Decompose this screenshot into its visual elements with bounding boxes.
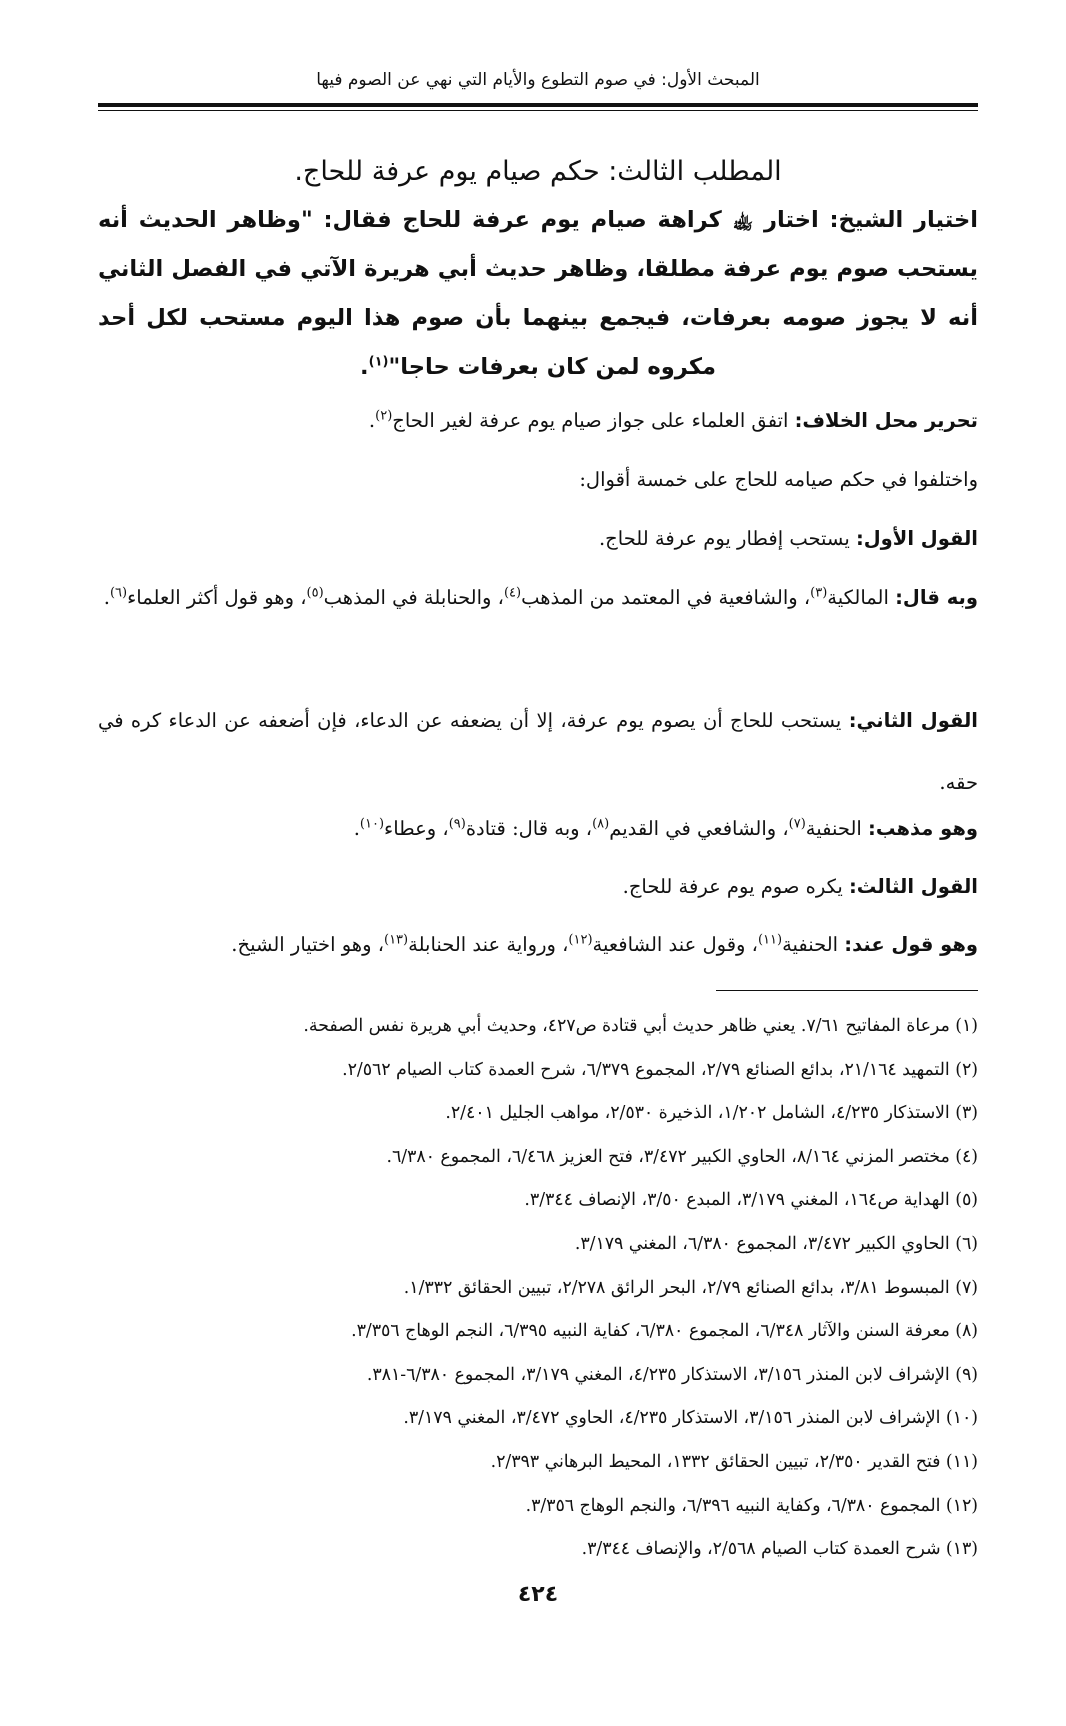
paragraph-lead: تحرير محل الخلاف:	[794, 409, 978, 432]
footnote-ref: (٦)	[109, 585, 128, 601]
footnote-item: (٣) الاستذكار ٤/٢٣٥، الشامل ١/٢٠٢، الذخيرة ٢/٥٣٠، مواهب الجليل ٢/٤٠١.	[445, 1103, 978, 1124]
running-header: المبحث الأول: في صوم التطوع والأيام التي نهي عن الصوم فيها	[316, 70, 760, 90]
footnote-item: (١٢) المجموع ٦/٣٨٠، وكفاية النبيه ٦/٣٩٦، والنجم الوهاج ٣/٣٥٦.	[525, 1495, 978, 1516]
paragraph-text: ، وهو قول أكثر العلماء	[127, 586, 307, 609]
second-opinion-paragraph	[98, 690, 978, 814]
paragraph-text: ، وعطاء	[384, 817, 449, 840]
footnote-item: (٧) المبسوط ٣/٨١، بدائع الصنائع ٢/٧٩، البحر الرائق ٢/٢٧٨، تبيين الحقائق ١/٣٣٢.	[403, 1277, 978, 1298]
paragraph-text: ، والحنابلة في المذهب	[323, 586, 504, 609]
header-rule-thin	[98, 110, 978, 111]
footnote-ref: (١٠)	[359, 816, 385, 832]
paragraph-text: ، وقول عند الشافعية	[592, 933, 758, 956]
footnote-ref: (١٢)	[568, 932, 593, 948]
footnote-ref: (١)	[368, 354, 389, 370]
punctuation: .	[353, 817, 360, 840]
footnote-item: (٦) الحاوي الكبير ٣/٤٧٢، المجموع ٦/٣٨٠، المغني ٣/١٧٩.	[574, 1233, 978, 1254]
page-number: ٤٢٤	[517, 1582, 559, 1607]
paragraph-text: ، ورواية عند الحنابلة	[408, 933, 569, 956]
footnote-item: (٨) معرفة السنن والآثار ٦/٣٤٨، المجموع ٦/٣٨٠، كفاية النبيه ٦/٣٩٥، النجم الوهاج ٣/٣٥٦.	[351, 1321, 978, 1342]
paragraph-lead: وبه قال:	[895, 586, 978, 609]
first-opinion-holders-paragraph	[98, 567, 978, 629]
footnote-ref: (١١)	[757, 932, 783, 948]
paragraph-text: الحنفية	[805, 817, 869, 840]
punctuation: .	[103, 586, 110, 609]
footnote-item: (٤) مختصر المزني ٨/١٦٤، الحاوي الكبير ٣/٤٧٢، فتح العزيز ٦/٤٦٨، المجموع ٦/٣٨٠.	[386, 1146, 978, 1167]
paragraph-text: ، وهو اختيار الشيخ.	[231, 933, 384, 956]
paragraph-text: الحنفية	[782, 933, 845, 956]
footnote-item: (٩) الإشراف لابن المنذر ٣/١٥٦، الاستذكار ٤/٢٣٥، المغني ٣/١٧٩، المجموع ٦/٣٨٠-٣٨١.	[366, 1364, 978, 1385]
second-opinion-holders-paragraph	[98, 800, 978, 858]
paragraph-text: يستحب إفطار يوم عرفة للحاج.	[598, 527, 856, 550]
paragraph-text: ، والشافعية في المعتمد من المذهب	[521, 586, 811, 609]
footnote-separator	[716, 990, 978, 991]
first-opinion-paragraph	[98, 510, 978, 568]
footnote-ref: (١٣)	[383, 932, 409, 948]
footnote-ref: (٥)	[306, 585, 324, 601]
paragraph-lead: القول الأول:	[855, 527, 978, 550]
footnote-item: (٢) التمهيد ٢١/١٦٤، بدائع الصنائع ٢/٧٩، المجموع ٦/٣٧٩، شرح العمدة كتاب الصيام ٢/٥٦٢.	[342, 1059, 978, 1080]
dispute-scope-paragraph	[98, 392, 978, 450]
footnote-ref: (٣)	[810, 585, 828, 601]
third-opinion-paragraph	[98, 858, 978, 916]
paragraph-text: ، والشافعي في القديم	[609, 817, 789, 840]
footnote-ref: (٧)	[788, 816, 806, 832]
footnote-ref: (٤)	[503, 585, 522, 601]
footnote-item: (١) مرعاة المفاتيح ٧/٦١. يعني ظاهر حديث أبي قتادة ص٤٢٧، وحديث أبي هريرة نفس الصفحة.	[303, 1016, 978, 1036]
sheikh-choice-paragraph	[98, 196, 978, 392]
paragraph-lead: وهو مذهب:	[868, 817, 978, 840]
footnote-item: (١١) فتح القدير ٢/٣٥٠، تبيين الحقائق ١٣٣٢، المحيط البرهاني ٢/٣٩٣.	[490, 1451, 978, 1472]
paragraph-lead: القول الثالث:	[848, 875, 978, 898]
punctuation: .	[360, 354, 369, 380]
disagreement-paragraph: واختلفوا في حكم صيامه للحاج على خمسة أقوال:	[579, 468, 978, 491]
footnote-ref: (٨)	[592, 816, 610, 832]
paragraph-text: ، وبه قال: قتادة	[465, 817, 593, 840]
punctuation: .	[368, 409, 376, 432]
third-opinion-holders-paragraph	[98, 916, 978, 974]
paragraph-text: يكره صوم يوم عرفة للحاج.	[622, 875, 849, 898]
footnote-ref: (٩)	[448, 816, 466, 832]
paragraph-lead: وهو قول عند:	[844, 933, 978, 956]
footnote-item: (١٣) شرح العمدة كتاب الصيام ٢/٥٦٨، والإنصاف ٣/٣٤٤.	[581, 1539, 978, 1560]
section-title: المطلب الثالث: حكم صيام يوم عرفة للحاج.	[294, 156, 782, 187]
paragraph-text: المالكية	[827, 586, 896, 609]
footnote-ref: (٢)	[375, 408, 393, 424]
header-rule-thick	[98, 103, 978, 107]
footnote-item: (١٠) الإشراف لابن المنذر ٣/١٥٦، الاستذكار ٤/٢٣٥، الحاوي ٣/٤٧٢، المغني ٣/١٧٩.	[403, 1408, 978, 1429]
footnote-item: (٥) الهداية ص١٦٤، المغني ٣/١٧٩، المبدع ٣/٥٠، الإنصاف ٣/٣٤٤.	[524, 1190, 978, 1211]
sheikh-choice-text: اختيار الشيخ: اختار ﵀ كراهة صيام يوم عرفة للحاج فقال: "وظاهر الحديث أنه يستحب صوم يوم عرفة مطلقا، وظاهر حديث أبي هريرة الآتي في الفصل الثاني أنه لا يجوز صومه بعرفات، فيجمع بينهما بأن صوم هذا اليوم مستحب لكل أحد مكروه لمن كان بعرفات حاجا"	[98, 207, 978, 380]
paragraph-text: يستحب للحاج أن يصوم يوم عرفة، إلا أن يضعفه عن الدعاء، فإن أضعفه عن الدعاء كره في حقه.	[98, 709, 978, 794]
paragraph-text: اتفق العلماء على جواز صيام يوم عرفة لغير الحاج	[392, 409, 795, 432]
footnotes-list	[98, 1005, 978, 1572]
paragraph-lead: القول الثاني:	[848, 709, 978, 732]
